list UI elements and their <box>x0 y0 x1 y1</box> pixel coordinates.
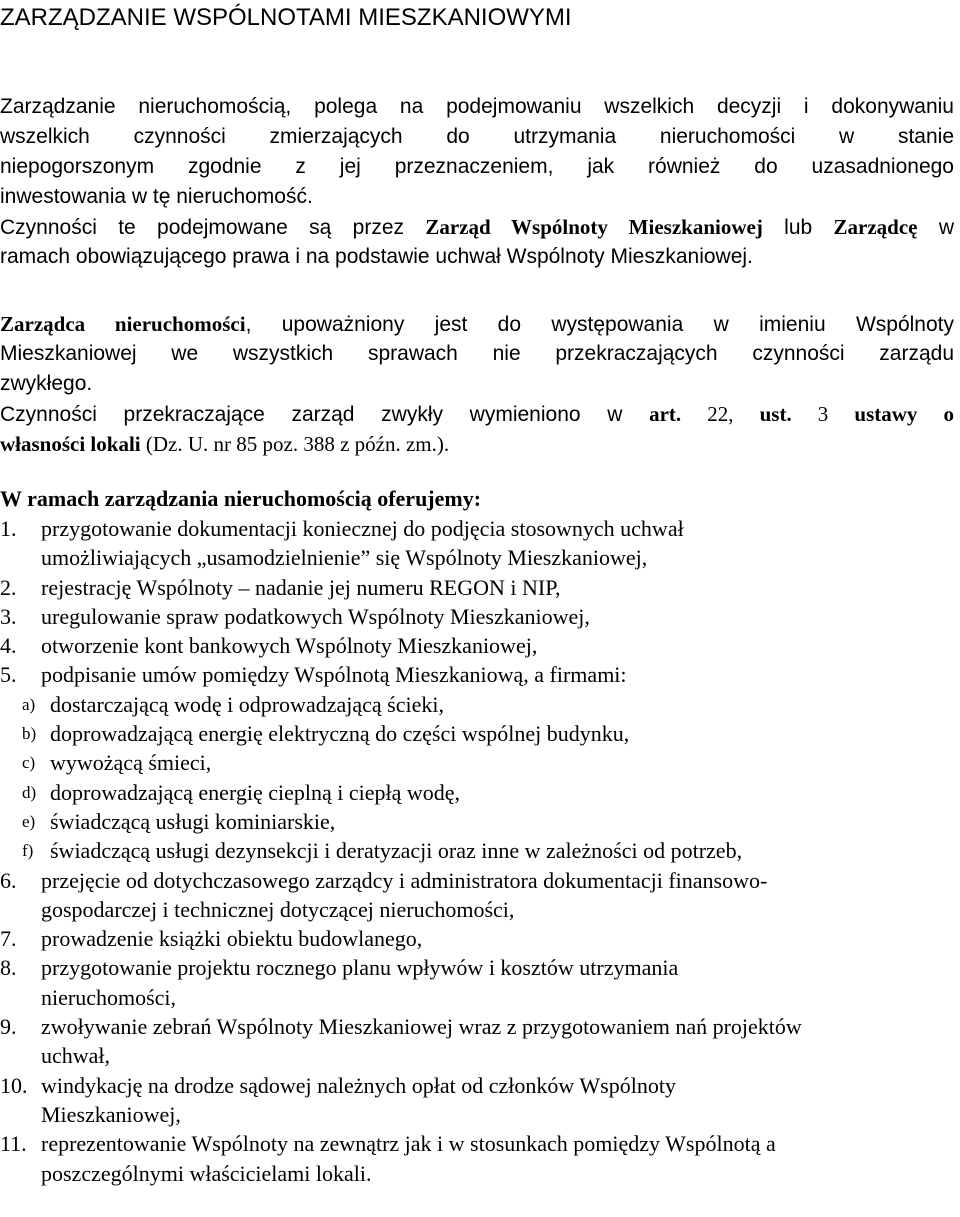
list-item <box>0 1041 960 1070</box>
list-item-text: dostarczającą wodę i odprowadzającą ścieki, <box>50 691 444 717</box>
manager-line: Mieszkaniowej we wszystkich sprawach nie przekraczających czynności zarządu <box>0 342 954 365</box>
list-item-text: wywożącą śmieci, <box>50 750 212 776</box>
list-item <box>0 983 960 1012</box>
manager-text: Czynności przekraczające zarząd zwykły wymieniono w <box>0 403 650 426</box>
manager-text: 22, <box>681 402 760 426</box>
list-item-number: 7. <box>0 926 17 952</box>
intro-line: inwestowania w tę nieruchomość. <box>0 185 313 208</box>
list-item <box>0 1159 960 1188</box>
list-item <box>0 953 960 982</box>
list-item-text: doprowadzającą energię elektryczną do części wspólnej budynku, <box>50 721 630 747</box>
manager-term: Zarządcę <box>833 215 918 239</box>
list-item <box>0 1071 960 1100</box>
list-item-text: przejęcie od dotychczasowego zarządcy i administratora dokumentacji finansowo- <box>41 867 768 893</box>
sub-list-item <box>0 719 960 748</box>
offer-heading: W ramach zarządzania nieruchomością oferujemy: <box>0 486 482 511</box>
board-term: Zarząd Wspólnoty Mieszkaniowej <box>425 215 763 239</box>
intro-text: w <box>917 216 955 239</box>
list-item <box>0 866 960 895</box>
list-item <box>0 895 960 924</box>
list-item-text: umożliwiających „usamodzielnienie” się Wspólnoty Mieszkaniowej, <box>41 545 648 571</box>
list-item-text: przygotowanie dokumentacji koniecznej do podjęcia stosownych uchwał <box>41 516 684 541</box>
list-item-number: 4. <box>0 633 17 659</box>
sub-list-item <box>0 836 960 865</box>
list-item <box>0 1012 960 1041</box>
list-item-number: 11. <box>0 1131 27 1157</box>
art-term: art. <box>649 402 682 426</box>
manager-line: zwykłego. <box>0 372 93 395</box>
list-item-text: podpisanie umów pomiędzy Wspólnotą Mieszkaniową, a firmami: <box>41 662 627 688</box>
intro-text: Czynności te podejmowane są przez <box>0 216 426 239</box>
list-item-number: 3. <box>0 603 17 629</box>
list-item-text: świadczącą usługi dezynsekcji i deratyzacji oraz inne w zależności od potrzeb, <box>50 838 743 864</box>
list-item <box>0 924 960 953</box>
list-item-number: a) <box>22 694 36 714</box>
sub-list-item <box>0 690 960 719</box>
page-title: ZARZĄDZANIE WSPÓLNOTAMI MIESZKANIOWYMI <box>0 4 572 31</box>
list-item-text: świadczącą usługi kominiarskie, <box>50 808 336 834</box>
list-item <box>0 514 960 543</box>
list-item <box>0 602 960 631</box>
list-item-number: 8. <box>0 955 17 981</box>
list-item-number: 1. <box>0 516 17 541</box>
list-item-text: poszczególnymi właścicielami lokali. <box>41 1160 372 1186</box>
list-item-text: rejestrację Wspólnoty – nadanie jej numeru REGON i NIP, <box>41 574 561 600</box>
list-item <box>0 631 960 660</box>
list-item-text: uregulowanie spraw podatkowych Wspólnoty Mieszkaniowej, <box>41 603 590 629</box>
list-item-number: 9. <box>0 1014 17 1040</box>
list-item-text: Mieszkaniowej, <box>41 1101 181 1127</box>
offer-list <box>0 514 960 1188</box>
list-item-number: c) <box>22 753 36 773</box>
list-item-number: 6. <box>0 867 17 893</box>
list-item-number: 10. <box>0 1072 28 1098</box>
list-item-text: uchwał, <box>41 1043 111 1069</box>
intro-line: ramach obowiązującego prawa i na podstawie uchwał Wspólnoty Mieszkaniowej. <box>0 245 753 268</box>
list-item-text: nieruchomości, <box>41 984 177 1010</box>
list-item-number: f) <box>22 841 34 861</box>
list-item-number: e) <box>22 811 36 831</box>
intro-paragraph <box>0 92 954 272</box>
intro-text: lub <box>762 216 834 239</box>
list-item <box>0 1129 960 1158</box>
list-item-text: reprezentowanie Wspólnoty na zewnątrz jak i w stosunkach pomiędzy Wspólnotą a <box>41 1131 776 1157</box>
law-term: ustawy o <box>854 402 954 426</box>
list-item-text: windykację na drodze sądowej należnych opłat od członków Wspólnoty <box>41 1072 676 1098</box>
list-item-text: zwoływanie zebrań Wspólnoty Mieszkaniowej wraz z przygotowaniem nań projektów <box>41 1014 802 1040</box>
manager-paragraph <box>0 309 954 459</box>
intro-line: Zarządzanie nieruchomością, polega na podejmowaniu wszelkich decyzji i dokonywaniu <box>0 95 954 118</box>
list-item-text: przygotowanie projektu rocznego planu wpływów i kosztów utrzymania <box>41 955 679 981</box>
list-item-number: 2. <box>0 574 17 600</box>
list-item-number: 5. <box>0 662 17 688</box>
list-item <box>0 660 960 689</box>
intro-line: wszelkich czynności zmierzających do utrzymania nieruchomości w stanie <box>0 125 954 148</box>
sub-list-item <box>0 748 960 777</box>
list-item-number: b) <box>22 724 37 744</box>
manager-text: 3 <box>791 402 855 426</box>
manager-line <box>0 429 954 459</box>
ust-term: ust. <box>759 402 792 426</box>
intro-line <box>0 212 954 242</box>
list-item <box>0 1100 960 1129</box>
list-item-text: gospodarczej i technicznej dotyczącej nieruchomości, <box>41 896 515 922</box>
manager-text: , upoważniony jest do występowania w imieniu Wspólnoty <box>245 313 954 336</box>
manager-line <box>0 309 954 339</box>
intro-line: niepogorszonym zgodnie z jej przeznaczeniem, jak również do uzasadnionego <box>0 155 954 178</box>
list-item <box>0 543 960 572</box>
list-item-number: d) <box>22 782 37 802</box>
sub-list-item <box>0 778 960 807</box>
manager-text: (Dz. U. nr 85 poz. 388 z późn. zm.). <box>140 432 450 456</box>
list-item-text: doprowadzającą energię cieplną i ciepłą wodę, <box>50 779 461 805</box>
list-item-text: otworzenie kont bankowych Wspólnoty Mieszkaniowej, <box>41 633 538 659</box>
sub-list-item <box>0 807 960 836</box>
list-item-text: prowadzenie książki obiektu budowlanego, <box>41 926 423 952</box>
manager-heading-term: Zarządca nieruchomości <box>0 312 246 336</box>
list-item <box>0 573 960 602</box>
manager-line <box>0 399 954 429</box>
law-term: własności lokali <box>0 432 141 456</box>
